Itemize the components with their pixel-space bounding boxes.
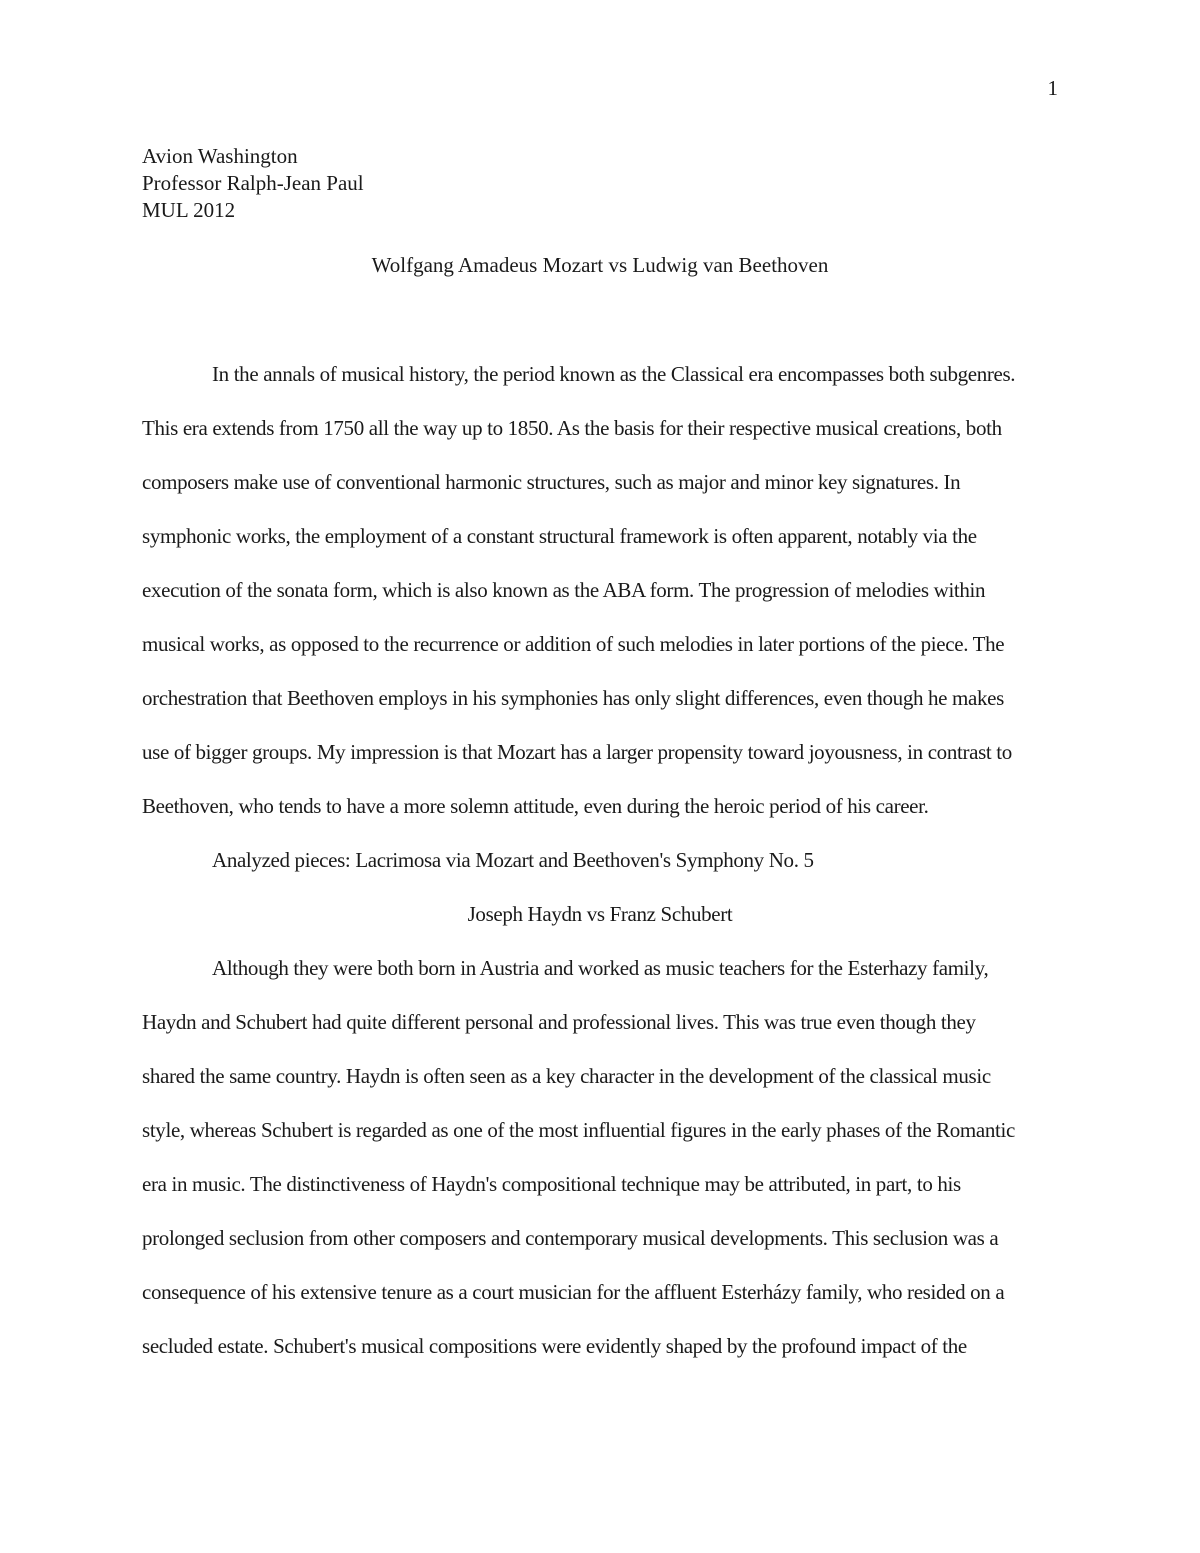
section-heading: Joseph Haydn vs Franz Schubert bbox=[467, 902, 733, 926]
body-line: secluded estate. Schubert's musical compositions were evidently shaped by the profound impact of the bbox=[142, 1334, 967, 1358]
professor-name: Professor Ralph-Jean Paul bbox=[142, 171, 364, 195]
header-block bbox=[142, 143, 1058, 224]
body-line: Beethoven, who tends to have a more solemn attitude, even during the heroic period of his career. bbox=[142, 794, 929, 818]
body-line: composers make use of conventional harmonic structures, such as major and minor key signatures. In bbox=[142, 470, 961, 494]
analyzed-pieces-line: Analyzed pieces: Lacrimosa via Mozart and Beethoven's Symphony No. 5 bbox=[212, 848, 814, 872]
body-line: prolonged seclusion from other composers and contemporary musical developments. This seclusion was a bbox=[142, 1226, 999, 1250]
author-name: Avion Washington bbox=[142, 144, 298, 168]
body-line: Haydn and Schubert had quite different personal and professional lives. This was true even though they bbox=[142, 1010, 976, 1034]
body-line: orchestration that Beethoven employs in his symphonies has only slight differences, even though he makes bbox=[142, 686, 1004, 710]
body-line: execution of the sonata form, which is also known as the ABA form. The progression of melodies within bbox=[142, 578, 986, 602]
page-number: 1 bbox=[1047, 76, 1058, 100]
body-line: use of bigger groups. My impression is that Mozart has a larger propensity toward joyousness, in contrast to bbox=[142, 740, 1012, 764]
body-line: consequence of his extensive tenure as a court musician for the affluent Esterházy family, who resided on a bbox=[142, 1280, 1005, 1304]
essay-title: Wolfgang Amadeus Mozart vs Ludwig van Beethoven bbox=[371, 253, 829, 277]
body-line: style, whereas Schubert is regarded as one of the most influential figures in the early phases of the Romantic bbox=[142, 1118, 1015, 1142]
body-line: musical works, as opposed to the recurrence or addition of such melodies in later portions of the piece. The bbox=[142, 632, 1005, 656]
body-line: This era extends from 1750 all the way up to 1850. As the basis for their respective musical creations, both bbox=[142, 416, 1002, 440]
course-code: MUL 2012 bbox=[142, 198, 236, 222]
body-line: Although they were both born in Austria and worked as music teachers for the Esterhazy family, bbox=[212, 956, 989, 980]
body-line: symphonic works, the employment of a constant structural framework is often apparent, notably via the bbox=[142, 524, 977, 548]
body-line: shared the same country. Haydn is often seen as a key character in the development of the classical music bbox=[142, 1064, 991, 1088]
body-line: era in music. The distinctiveness of Haydn's compositional technique may be attributed, in part, to his bbox=[142, 1172, 961, 1196]
body-line: In the annals of musical history, the period known as the Classical era encompasses both subgenres. bbox=[212, 362, 1016, 386]
